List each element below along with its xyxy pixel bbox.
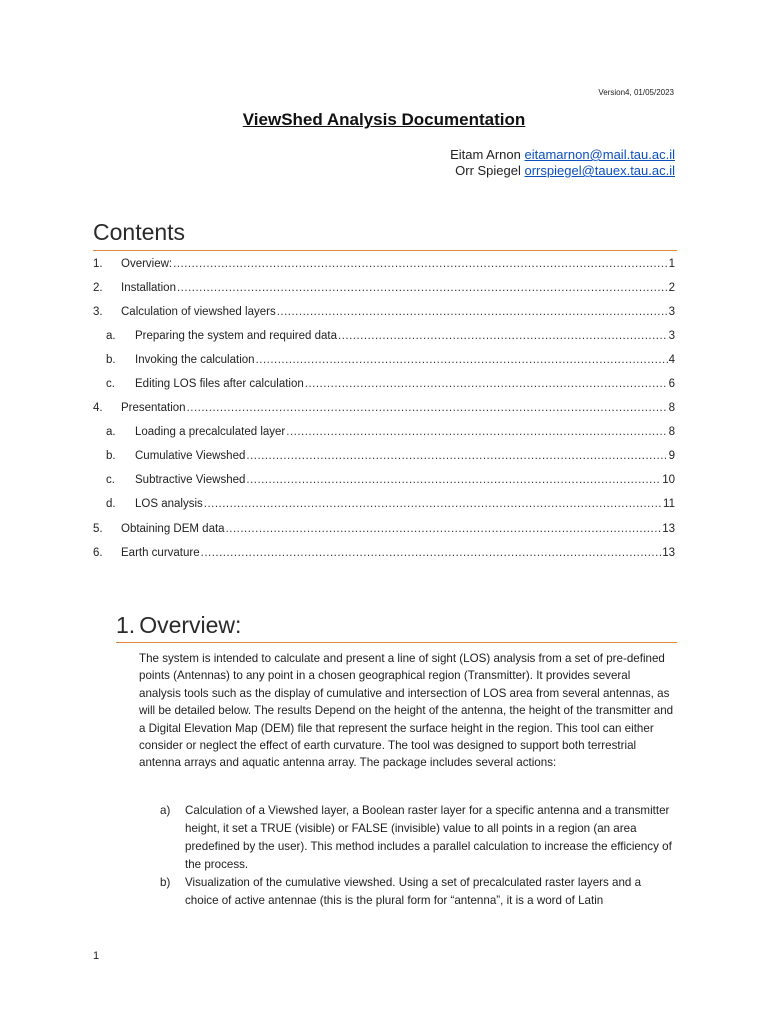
toc-entry-title: Invoking the calculation [135, 354, 255, 366]
toc-entry-page: 8 [668, 426, 675, 438]
toc-entry-number: c. [106, 474, 115, 486]
toc-leader-dots [204, 498, 662, 510]
toc-leader-dots [305, 378, 668, 390]
toc-entry-title: Subtractive Viewshed [135, 474, 246, 486]
toc-entry-page: 9 [668, 450, 675, 462]
toc-entry[interactable] [93, 306, 675, 322]
toc-entry-number: 3. [93, 306, 103, 318]
list-item-text: Visualization of the cumulative viewshed. Using a set of precalculated raster layers and a choice of active antennae (this is the plural form for “antenna”, it is a word of Latin [185, 876, 642, 907]
author-email-link[interactable]: eitamarnon@mail.tau.ac.il [524, 147, 675, 162]
toc-entry-page: 13 [662, 523, 675, 535]
toc-leader-dots [246, 450, 667, 462]
toc-subentry[interactable] [93, 330, 675, 346]
toc-leader-dots [177, 282, 668, 294]
list-marker: b) [160, 876, 171, 889]
toc-entry-title: Loading a precalculated layer [135, 426, 286, 438]
author-email-link[interactable]: orrspiegel@tauex.tau.ac.il [524, 163, 675, 178]
section-title: Overview: [139, 612, 242, 638]
toc-subentry[interactable] [93, 354, 675, 370]
toc-entry-page: 8 [668, 402, 675, 414]
toc-entry-title: Presentation [121, 402, 186, 414]
toc-entry-number: d. [106, 498, 116, 510]
actions-list [160, 802, 675, 910]
toc-entry-title: Cumulative Viewshed [135, 450, 246, 462]
toc-leader-dots [286, 426, 667, 438]
toc-entry-title: LOS analysis [135, 498, 203, 510]
document-title: ViewShed Analysis Documentation [242, 110, 526, 129]
list-marker: a) [160, 804, 171, 817]
toc-entry-page: 1 [668, 258, 675, 270]
contents-rule [93, 250, 677, 251]
toc-entry-number: b. [106, 354, 116, 366]
section-number: 1. [116, 612, 136, 638]
list-item [160, 874, 675, 910]
contents-heading: Contents [93, 219, 186, 245]
toc-entry-title: Obtaining DEM data [121, 523, 225, 535]
toc-subentry[interactable] [93, 498, 675, 514]
toc-entry-number: b. [106, 450, 116, 462]
toc-entry[interactable] [93, 282, 675, 298]
toc-entry-title: Editing LOS files after calculation [135, 378, 304, 390]
version-label: Version4, 01/05/2023 [598, 88, 674, 97]
toc-entry-title: Preparing the system and required data [135, 330, 338, 342]
toc-entry-number: a. [106, 426, 116, 438]
toc-leader-dots [256, 354, 668, 366]
toc-entry-page: 6 [668, 378, 675, 390]
toc-entry-title: Earth curvature [121, 547, 200, 559]
toc-leader-dots [201, 547, 662, 559]
toc-entry-title: Calculation of viewshed layers [121, 306, 276, 318]
toc-leader-dots [226, 523, 662, 535]
toc-entry-number: 2. [93, 282, 103, 294]
toc-entry-page: 3 [668, 330, 675, 342]
toc-entry-number: 4. [93, 402, 103, 414]
toc-leader-dots [173, 258, 667, 270]
toc-entry-number: 6. [93, 547, 103, 559]
toc-entry-number: 1. [93, 258, 103, 270]
list-item [160, 802, 675, 874]
section-rule [116, 642, 677, 643]
toc-entry-page: 2 [668, 282, 675, 294]
toc-subentry[interactable] [93, 474, 675, 490]
page-number: 1 [93, 950, 100, 962]
toc-entry-page: 4 [668, 354, 675, 366]
toc-entry-page: 13 [662, 547, 675, 559]
toc-entry-number: 5. [93, 523, 103, 535]
toc-leader-dots [187, 402, 668, 414]
toc-entry-page: 10 [662, 474, 675, 486]
toc-subentry[interactable] [93, 450, 675, 466]
toc-entry-number: a. [106, 330, 116, 342]
toc-entry[interactable] [93, 547, 675, 563]
section-heading-overview [116, 612, 241, 639]
toc-entry[interactable] [93, 402, 675, 418]
authors-block [450, 147, 675, 179]
toc-entry-page: 3 [668, 306, 675, 318]
toc-leader-dots [246, 474, 661, 486]
author-name: Orr Spiegel [455, 163, 521, 178]
toc-leader-dots [277, 306, 668, 318]
toc-subentry[interactable] [93, 426, 675, 442]
author-name: Eitam Arnon [450, 147, 521, 162]
toc-subentry[interactable] [93, 378, 675, 394]
toc-entry-title: Overview: [121, 258, 173, 270]
author-line [450, 163, 675, 179]
toc-leader-dots [338, 330, 668, 342]
overview-paragraph: The system is intended to calculate and present a line of sight (LOS) analysis from a set of pre-defined points (Antennas) to any point in a chosen geographical region (Transmitter). It provides several analysis tools such as the display of cumulative and intersection of LOS area from several antennas, as will be detailed below. The results Depend on the height of the antenna, the height of the transmitter and a Digital Elevation Map (DEM) file that represent the surface height in the region. This tool can either consider or neglect the effect of earth curvature. The tool was designed to support both terrestrial antenna arrays and aquatic antenna array. The package includes several actions: [139, 652, 674, 770]
toc-entry[interactable] [93, 258, 675, 274]
toc-entry-title: Installation [121, 282, 176, 294]
toc-entry[interactable] [93, 523, 675, 539]
list-item-text: Calculation of a Viewshed layer, a Boolean raster layer for a specific antenna and a transmitter height, it set a TRUE (visible) or FALSE (invisible) value to all points in a region (an area predefined by the user). This method includes a parallel calculation to increase the efficiency of the process. [185, 804, 672, 871]
toc-entry-number: c. [106, 378, 115, 390]
author-line [450, 147, 675, 163]
toc-entry-page: 11 [663, 498, 675, 510]
